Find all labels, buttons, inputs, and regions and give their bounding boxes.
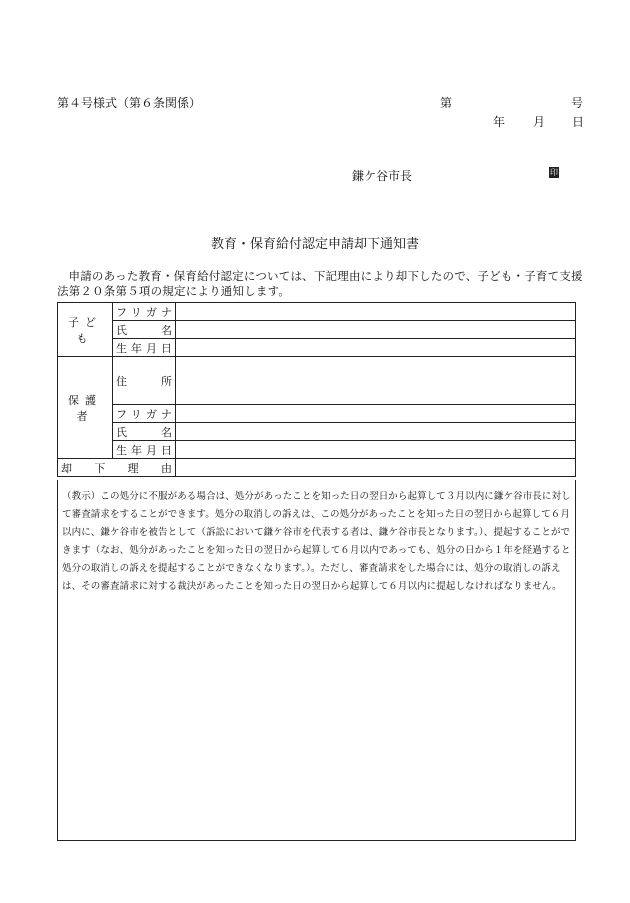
date-day-label: 日 (572, 115, 585, 129)
document-number-suffix: 号 (571, 96, 584, 110)
guardian-name-field[interactable] (176, 423, 576, 441)
table-row (58, 321, 576, 339)
document-number-prefix: 第 (440, 96, 453, 110)
table-row (58, 441, 576, 459)
date-year-label: 年 (493, 115, 506, 129)
seal-stamp: 印 (550, 168, 558, 177)
table-row (58, 357, 576, 405)
child-name-label: 氏名 (113, 321, 176, 339)
child-group-label: 子ども (58, 303, 113, 357)
issuer-mayor: 鎌ケ谷市長 (352, 169, 413, 183)
guardian-furigana-label: フリガナ (113, 405, 176, 423)
intro-paragraph: 申請のあった教育・保育給付認定については、下記理由により却下したので、子ども・子育て支援法第２０条第５項の規定により通知します。 (57, 269, 583, 298)
child-name-field[interactable] (176, 321, 576, 339)
guardian-address-field[interactable] (176, 357, 576, 405)
rejection-reason-label: 却下理由 (58, 459, 176, 477)
child-furigana-field[interactable] (176, 303, 576, 321)
date-month-label: 月 (533, 115, 546, 129)
document-title: 教育・保育給付認定申請却下通知書 (210, 237, 419, 252)
guardian-furigana-field[interactable] (176, 405, 576, 423)
guardian-group-label: 保護者 (58, 357, 113, 459)
guardian-name-label: 氏名 (113, 423, 176, 441)
form-number: 第４号様式（第６条関係） (57, 96, 202, 110)
child-birthdate-label: 生年月日 (113, 339, 176, 357)
guardian-birthdate-label: 生年月日 (113, 441, 176, 459)
table-row (58, 339, 576, 357)
table-row (58, 459, 576, 477)
child-birthdate-field[interactable] (176, 339, 576, 357)
child-furigana-label: フリガナ (113, 303, 176, 321)
table-row (58, 423, 576, 441)
guardian-birthdate-field[interactable] (176, 441, 576, 459)
appeal-notice: （教示）この処分に不服がある場合は、処分があったことを知った日の翌日から起算して３月以内に鎌ケ谷市長に対して審査請求をすることができます。処分の取消しの訴えは、この処分があったことを知った日の翌日から起算して６月以内に、鎌ケ谷市を被告として（訴訟において鎌ケ谷市を代表する者は、鎌ケ谷市長となります。）、提起することができます（なお、処分があったことを知った日の翌日から起算して６月以内であっても、処分の日から１年を経過すると処分の取消しの訴えを提起することができなくなります。）。ただし、審査請求をした場合には、処分の取消しの訴えは、その審査請求に対する裁決があったことを知った日の翌日から起算して６月以内に提起しなければなりません。 (62, 491, 571, 592)
rejection-reason-field[interactable] (176, 459, 576, 477)
table-row (58, 405, 576, 423)
notice-box (57, 480, 576, 841)
table-row (58, 303, 576, 321)
applicant-table (57, 302, 576, 477)
guardian-address-label: 住所 (113, 357, 176, 405)
